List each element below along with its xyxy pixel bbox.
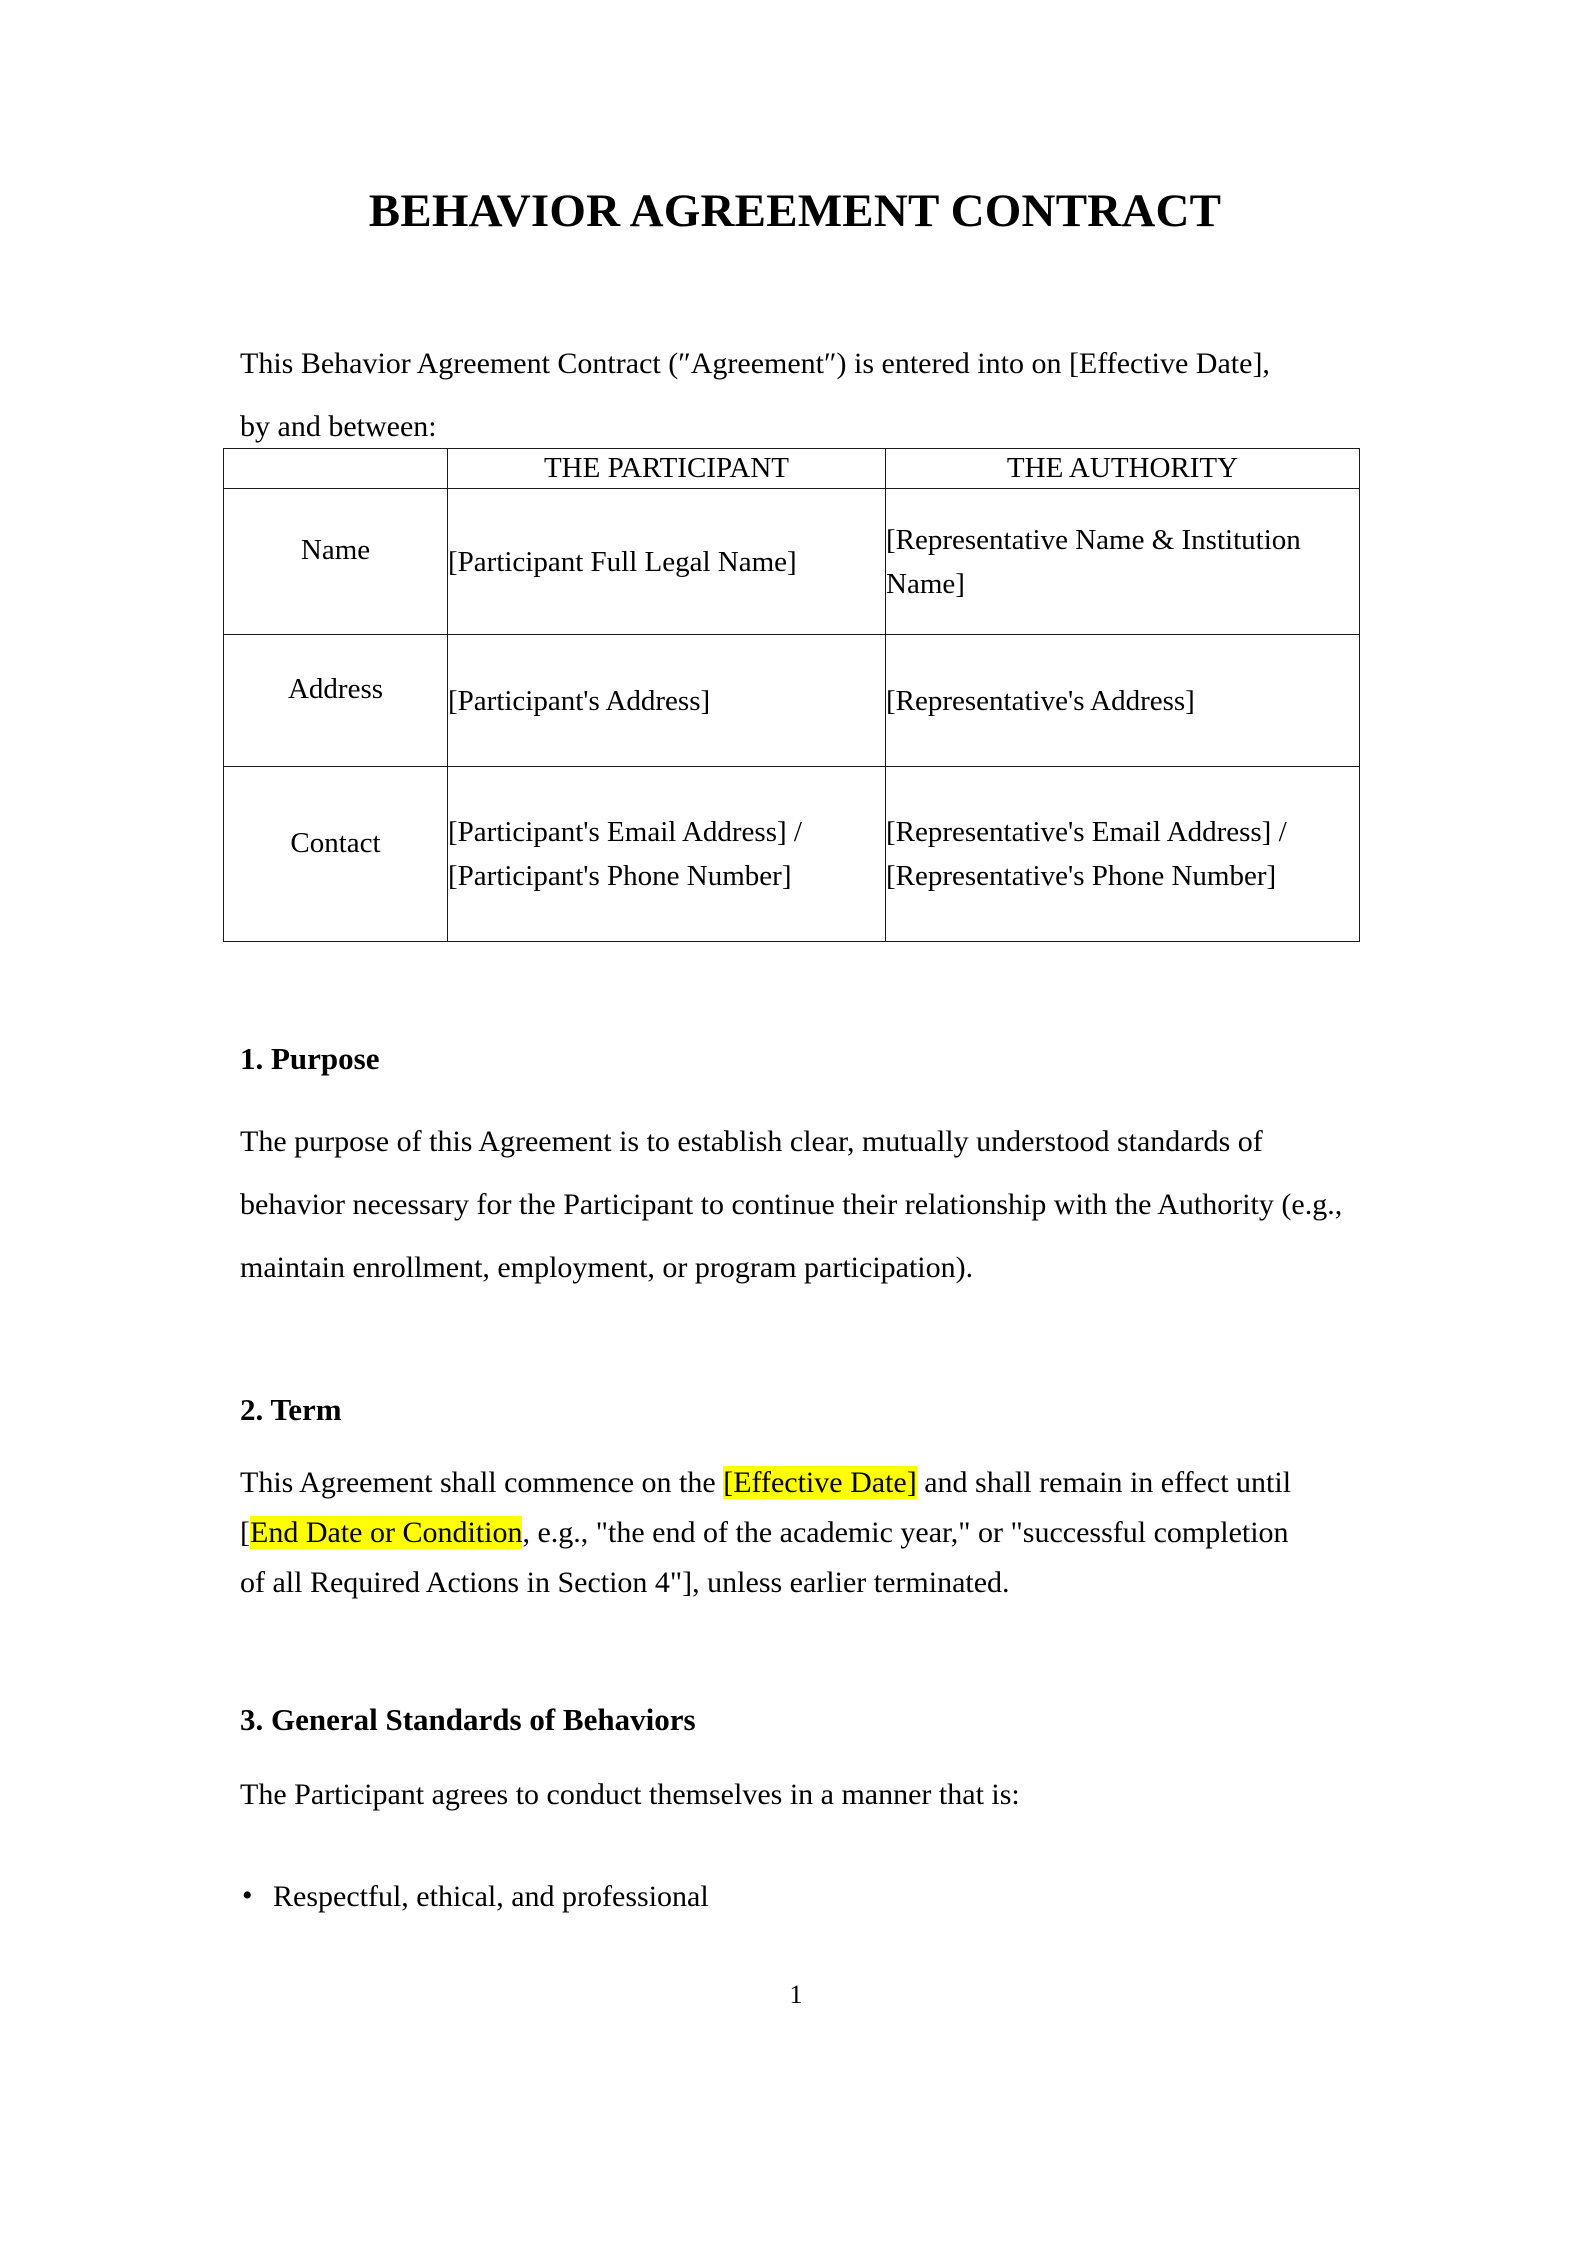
highlight-effective-date: [Effective Date] <box>723 1466 917 1499</box>
term-text-part-one: This Agreement shall commence on the <box>240 1466 724 1499</box>
intro-quoted-term: Agreement <box>690 347 824 380</box>
party-information-table <box>223 448 1360 942</box>
section-body-term <box>240 1458 1320 1608</box>
footer-page-number: 1 <box>789 1980 803 2009</box>
row-label-address: Address <box>224 635 448 767</box>
section-body-general-standards: The Participant agrees to conduct themselves in a manner that is: <box>240 1778 1020 1811</box>
table-header <box>224 449 1360 489</box>
highlight-end-date-condition: End Date or Condition <box>250 1516 523 1549</box>
list-item-label: Respectful, ethical, and professional <box>273 1880 709 1913</box>
cell-authority-contact: [Representative's Email Address] / [Representative's Phone Number] <box>886 767 1360 942</box>
cell-participant-name: [Participant Full Legal Name] <box>448 489 886 635</box>
table-header-cell-blank <box>224 449 448 489</box>
quote-close-glyph: ″ <box>824 347 837 380</box>
cell-participant-contact: [Participant's Email Address] / [Participant's Phone Number] <box>448 767 886 942</box>
cell-authority-name: [Representative Name & Institution Name] <box>886 489 1360 635</box>
section-heading-general-standards: 3. General Standards of Behaviors <box>240 1702 696 1737</box>
table-row <box>224 489 1360 635</box>
section-body-purpose: The purpose of this Agreement is to establish clear, mutually understood standards of behavior necessary for the Participant to continue their relationship with the Authority (e.g., maintain enrollment, employment, or program participation). <box>240 1125 1343 1284</box>
general-standards-list <box>240 1872 1352 1922</box>
table-header-cell-authority: THE AUTHORITY <box>886 449 1360 489</box>
row-label-contact: Contact <box>224 767 448 942</box>
list-item <box>240 1872 1352 1922</box>
intro-text-after-quote: ) is entered into on [Effective Date], <box>836 347 1270 380</box>
intro-line-two: by and between: <box>240 410 437 443</box>
quote-open-glyph: ″ <box>678 347 691 380</box>
cell-participant-address: [Participant's Address] <box>448 635 886 767</box>
table-header-row <box>224 449 1360 489</box>
section-heading-term: 2. Term <box>240 1392 342 1427</box>
page-title: BEHAVIOR AGREEMENT CONTRACT <box>368 185 1222 237</box>
bullet-point-icon: • <box>242 1879 253 1912</box>
table-body <box>224 489 1360 942</box>
cell-authority-address: [Representative's Address] <box>886 635 1360 767</box>
section-heading-purpose: 1. Purpose <box>240 1041 380 1076</box>
intro-paragraph <box>240 332 1352 458</box>
table-row <box>224 767 1360 942</box>
intro-text-before-quote: This Behavior Agreement Contract ( <box>240 347 679 380</box>
term-text-part-two: and shall remain in effect until [ <box>240 1466 1292 1549</box>
row-label-name: Name <box>224 489 448 635</box>
term-text-part-three: , e.g., "the end of the academic year," or "successful completion of all Required Actions in Section 4"], unless earlier terminated. <box>240 1516 1289 1599</box>
table-row <box>224 635 1360 767</box>
table-header-cell-participant: THE PARTICIPANT <box>448 449 886 489</box>
